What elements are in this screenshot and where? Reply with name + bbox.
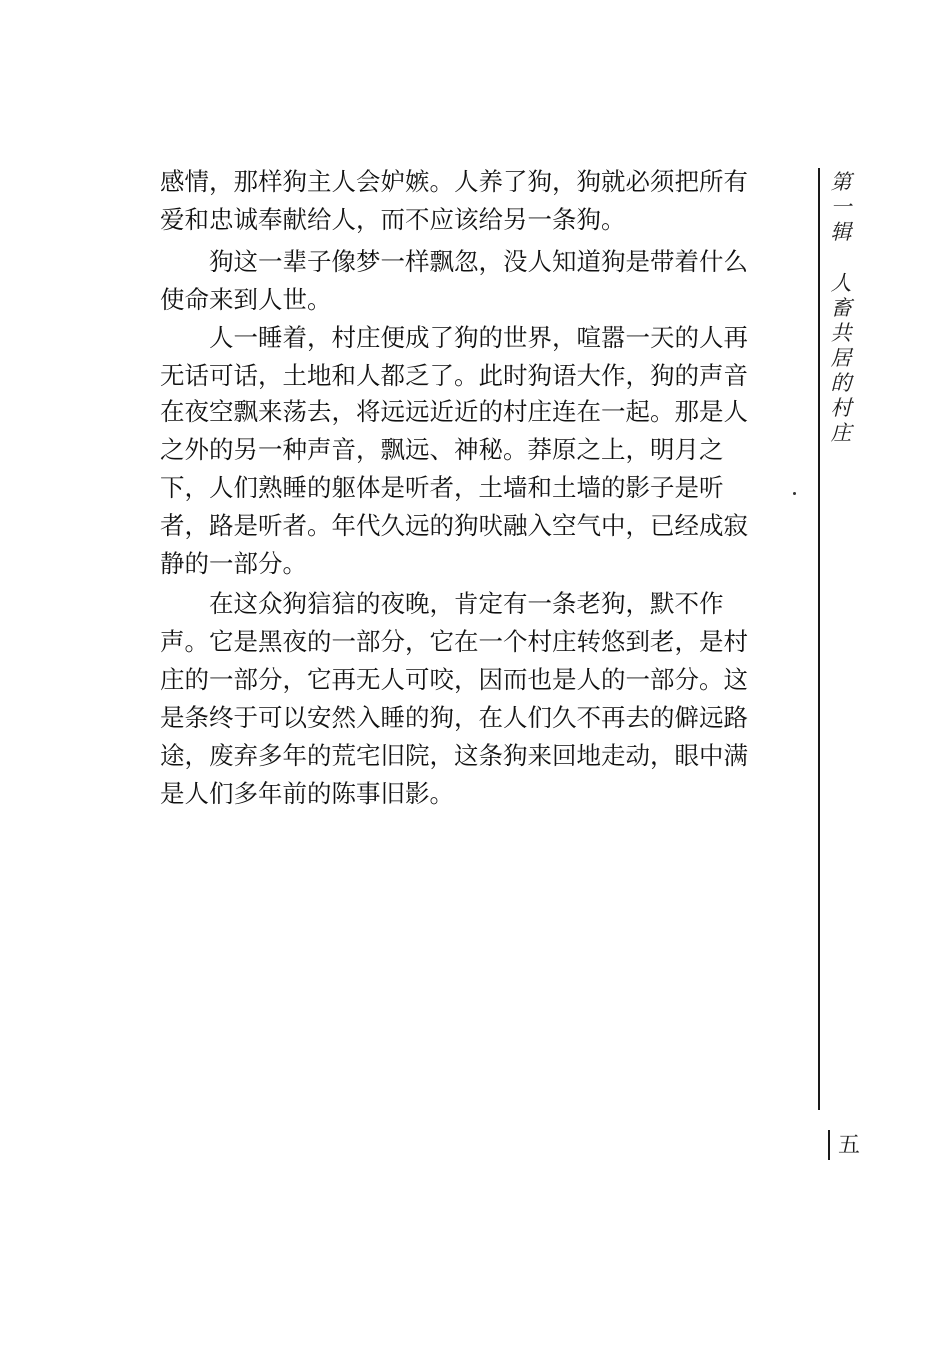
text-line-17: 是人们多年前的陈事旧影。: [160, 779, 454, 808]
text-line-15: 是条终于可以安然入睡的狗，在人们久不再去的僻远路: [160, 703, 748, 732]
running-head-part-char: 第: [830, 170, 852, 194]
running-head-title-char: 居: [830, 346, 852, 370]
running-head-title-char: 的: [830, 371, 852, 395]
running-head-part-char: 辑: [830, 220, 852, 244]
text-line-9: 下，人们熟睡的躯体是听者，土墙和土墙的影子是听: [160, 473, 724, 502]
running-head: [826, 170, 856, 446]
print-speck: [793, 492, 796, 495]
text-line-11: 静的一部分。: [160, 549, 307, 578]
text-line-2: 爱和忠诚奉献给人，而不应该给另一条狗。: [160, 205, 626, 234]
running-head-part-char: 一: [830, 195, 852, 219]
margin-rule-lower: [828, 1130, 830, 1160]
text-line-3: 狗这一辈子像梦一样飘忽，没人知道狗是带着什么: [160, 247, 748, 276]
text-line-10: 者，路是听者。年代久远的狗吠融入空气中，已经成寂: [160, 511, 748, 540]
text-line-16: 途，废弃多年的荒宅旧院，这条狗来回地走动，眼中满: [160, 741, 748, 770]
running-head-title-char: 庄: [830, 421, 852, 445]
text-line-8: 之外的另一种声音，飘远、神秘。莽原之上，明月之: [160, 435, 724, 464]
running-head-title-char: 村: [830, 396, 852, 420]
text-line-4: 使命来到人世。: [160, 285, 332, 314]
margin-rule: [818, 168, 820, 1110]
text-line-13: 声。它是黑夜的一部分，它在一个村庄转悠到老，是村: [160, 627, 748, 656]
text-line-7: 在夜空飘来荡去，将远远近近的村庄连在一起。那是人: [160, 397, 748, 426]
text-line-6: 无话可话，土地和人都乏了。此时狗语大作，狗的声音: [160, 361, 748, 390]
page-number: 五: [838, 1133, 861, 1158]
running-head-title-char: 人: [830, 271, 852, 295]
running-head-title-char: 共: [830, 321, 852, 345]
text-line-5: 人一睡着，村庄便成了狗的世界，喧嚣一天的人再: [160, 323, 748, 352]
text-line-1: 感情，那样狗主人会妒嫉。人养了狗，狗就必须把所有: [160, 167, 748, 196]
text-line-12: 在这众狗狺狺的夜晚，肯定有一条老狗，默不作: [160, 589, 724, 618]
text-line-14: 庄的一部分，它再无人可咬，因而也是人的一部分。这: [160, 665, 748, 694]
running-head-title-char: 畜: [830, 296, 852, 320]
